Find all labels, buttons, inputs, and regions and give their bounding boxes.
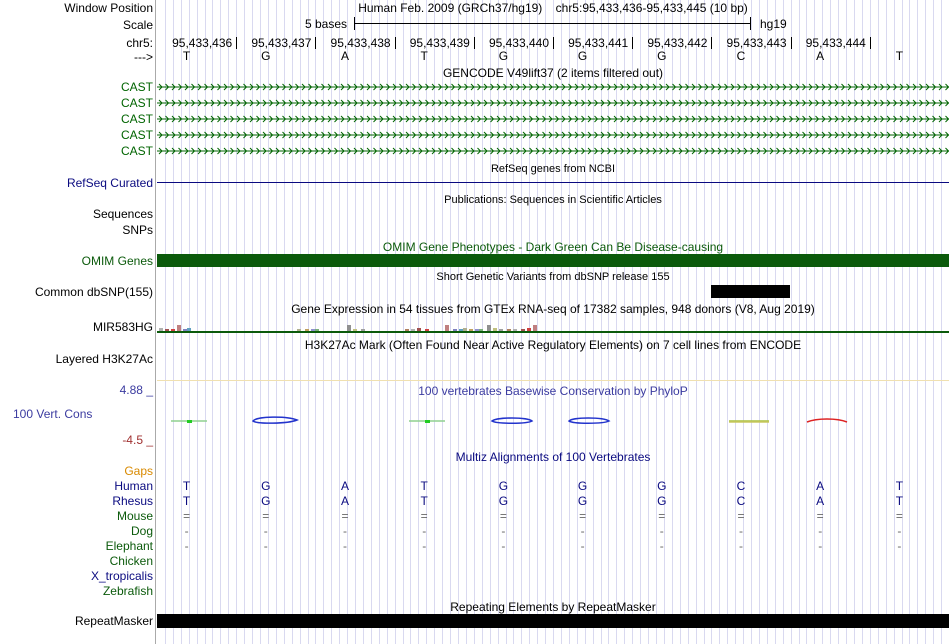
multiz-title: Multiz Alignments of 100 Vertebrates — [455, 450, 651, 464]
multiz-base: = — [183, 509, 191, 523]
phylop-min-label: -4.5 _ — [122, 433, 153, 447]
multiz-base: - — [501, 539, 506, 553]
base-letter: T — [420, 49, 428, 63]
grid-line — [228, 0, 229, 644]
omim-label[interactable]: OMIM Genes — [81, 254, 153, 268]
refseq-gene-line[interactable] — [157, 182, 949, 183]
grid-line — [886, 0, 887, 644]
gtex-label[interactable]: MIR583HG — [92, 320, 153, 334]
grid-line — [276, 0, 277, 644]
grid-line — [244, 0, 245, 644]
grid-line — [458, 0, 459, 644]
multiz-base: = — [895, 509, 903, 523]
grid-line — [830, 0, 831, 644]
grid-line — [696, 0, 697, 644]
grid-line — [624, 0, 625, 644]
multiz-base: - — [580, 524, 585, 538]
chrom-label: chr5: — [126, 36, 153, 50]
multiz-base: - — [184, 524, 189, 538]
grid-line — [711, 0, 712, 644]
position-label: 95,433,437 — [251, 36, 312, 50]
grid-line — [680, 0, 681, 644]
h3k27ac-label[interactable]: Layered H3K27Ac — [55, 352, 153, 366]
position-label: 95,433,436 — [172, 36, 233, 50]
grid-line — [545, 0, 546, 644]
multiz-base: T — [895, 494, 904, 508]
gencode-transcript-line[interactable] — [157, 146, 949, 156]
grid-line — [466, 0, 467, 644]
multiz-species-label[interactable]: Elephant — [105, 539, 153, 553]
grid-line — [648, 0, 649, 644]
grid-line — [727, 0, 728, 644]
grid-line — [212, 0, 213, 644]
multiz-base: G — [577, 479, 588, 493]
position-label: 95,433,440 — [488, 36, 549, 50]
multiz-base: A — [816, 494, 825, 508]
grid-line — [616, 0, 617, 644]
grid-line — [601, 0, 602, 644]
multiz-species-label[interactable]: Mouse — [116, 509, 153, 523]
gencode-transcript-label[interactable]: CAST — [120, 96, 153, 110]
multiz-base: = — [499, 509, 507, 523]
multiz-base: = — [262, 509, 270, 523]
grid-line — [537, 0, 538, 644]
multiz-base: = — [737, 509, 745, 523]
publications-snps-label[interactable]: SNPs — [122, 223, 153, 237]
omim-gene-bar[interactable] — [157, 254, 949, 267]
multiz-base: - — [818, 539, 823, 553]
strand-label: ---> — [134, 50, 153, 64]
multiz-base: - — [739, 524, 743, 538]
position-tick — [870, 37, 871, 49]
grid-line — [403, 0, 404, 644]
grid-line — [806, 0, 807, 644]
repeatmasker-block[interactable] — [157, 614, 949, 628]
position-label: 95,433,442 — [647, 36, 708, 50]
multiz-base: T — [420, 479, 428, 493]
grid-line — [783, 0, 784, 644]
multiz-base: - — [897, 539, 902, 553]
grid-line — [513, 0, 514, 644]
dbsnp-label[interactable]: Common dbSNP(155) — [34, 285, 153, 299]
position-label: 95,433,443 — [726, 36, 787, 50]
multiz-base: A — [816, 479, 825, 493]
grid-line — [387, 0, 388, 644]
grid-line — [909, 0, 910, 644]
multiz-base: = — [658, 509, 666, 523]
multiz-base: - — [580, 539, 585, 553]
grid-line — [941, 0, 942, 644]
multiz-base: = — [420, 509, 428, 523]
grid-line — [688, 0, 689, 644]
phylop-max-label: 4.88 _ — [119, 383, 153, 397]
grid-line — [917, 0, 918, 644]
multiz-base: T — [182, 479, 191, 493]
grid-line — [284, 0, 285, 644]
base-letter: T — [895, 49, 904, 63]
grid-line — [410, 0, 411, 644]
multiz-base: - — [739, 539, 743, 553]
grid-line — [640, 0, 641, 644]
grid-line — [870, 0, 871, 644]
multiz-base: G — [498, 479, 509, 493]
multiz-base: A — [340, 494, 349, 508]
grid-line — [553, 0, 554, 644]
gencode-transcript-line[interactable] — [157, 82, 949, 92]
position-label: 95,433,444 — [805, 36, 866, 50]
multiz-base: - — [343, 524, 347, 538]
multiz-species-label[interactable]: Chicken — [109, 554, 153, 568]
gencode-title: GENCODE V49lift37 (2 items filtered out) — [442, 66, 664, 80]
omim-title: OMIM Gene Phenotypes - Dark Green Can Be Disease-causing — [382, 240, 724, 254]
phylop-title: 100 vertebrates Basewise Conservation by PhyloP — [418, 384, 688, 398]
grid-line — [799, 0, 800, 644]
publications-title: Publications: Sequences in Scientific Articles — [444, 194, 662, 206]
multiz-base: G — [261, 494, 271, 508]
grid-line — [862, 0, 863, 644]
repeatmasker-title: Repeating Elements by RepeatMasker — [450, 600, 656, 614]
grid-line — [933, 0, 934, 644]
grid-line — [846, 0, 847, 644]
multiz-species-label[interactable]: X_tropicalis — [90, 569, 153, 583]
gtex-title: Gene Expression in 54 tissues from GTEx RNA-seq of 17382 samples, 948 donors (V8, Aug 2019) — [291, 302, 815, 316]
multiz-base: - — [897, 524, 902, 538]
base-letter: G — [498, 49, 509, 63]
multiz-gaps-label[interactable]: Gaps — [124, 464, 153, 478]
multiz-base: C — [736, 494, 746, 508]
grid-line — [925, 0, 926, 644]
grid-line — [482, 0, 483, 644]
grid-line — [197, 0, 198, 644]
grid-line — [220, 0, 221, 644]
gencode-transcript-line[interactable] — [157, 98, 949, 108]
position-label: 95,433,439 — [409, 36, 470, 50]
grid-line — [632, 0, 633, 644]
gencode-transcript-label[interactable]: CAST — [120, 128, 153, 142]
multiz-base: T — [895, 479, 904, 493]
grid-line — [300, 0, 301, 644]
multiz-species-label[interactable]: Zebrafish — [102, 584, 153, 598]
grid-line — [331, 0, 332, 644]
base-letter: A — [340, 49, 349, 63]
grid-line — [569, 0, 570, 644]
grid-line — [767, 0, 768, 644]
multiz-base: - — [422, 524, 427, 538]
multiz-base: T — [420, 494, 428, 508]
dbsnp-variant-block[interactable] — [711, 285, 790, 298]
base-letter: G — [261, 49, 271, 63]
gencode-transcript-line[interactable] — [157, 130, 949, 140]
grid-line — [395, 0, 396, 644]
h3k27ac-baseline — [157, 380, 949, 381]
grid-line — [323, 0, 324, 644]
multiz-base: = — [341, 509, 349, 523]
grid-line — [529, 0, 530, 644]
grid-line — [308, 0, 309, 644]
scale-label: Scale — [122, 18, 153, 32]
grid-line — [434, 0, 435, 644]
position-label: 95,433,441 — [568, 36, 629, 50]
grid-line — [292, 0, 293, 644]
grid-line — [442, 0, 443, 644]
grid-line — [173, 0, 174, 644]
grid-line — [521, 0, 522, 644]
grid-line — [252, 0, 253, 644]
window-position-text: Human Feb. 2009 (GRCh37/hg19) chr5:95,433,436-95,433,445 (10 bp) — [358, 1, 748, 15]
base-letter: T — [182, 49, 191, 63]
multiz-base: - — [818, 524, 823, 538]
gencode-transcript-label[interactable]: CAST — [120, 80, 153, 94]
grid-line — [379, 0, 380, 644]
multiz-base: = — [579, 509, 587, 523]
multiz-base: G — [657, 479, 667, 493]
h3k27ac-title: H3K27Ac Mark (Often Found Near Active Regulatory Elements) on 7 cell lines from ENCODE — [304, 338, 802, 352]
grid-line — [838, 0, 839, 644]
multiz-base: G — [261, 479, 271, 493]
multiz-base: - — [501, 524, 506, 538]
multiz-base: T — [182, 494, 191, 508]
grid-line — [236, 0, 237, 644]
grid-line — [878, 0, 879, 644]
refseq-title: RefSeq genes from NCBI — [490, 163, 616, 175]
multiz-species-label[interactable]: Rhesus — [112, 494, 153, 508]
scale-bar-left-end — [354, 17, 355, 30]
phylop-label[interactable]: 100 Vert. Cons — [13, 407, 93, 421]
multiz-base: - — [659, 524, 664, 538]
scale-bar — [355, 23, 751, 24]
scale-text: 5 bases — [305, 17, 348, 31]
grid-line — [672, 0, 673, 644]
refseq-label[interactable]: RefSeq Curated — [66, 176, 153, 190]
base-letter: G — [657, 49, 667, 63]
grid-line — [704, 0, 705, 644]
grid-line — [165, 0, 166, 644]
multiz-base: - — [343, 539, 347, 553]
multiz-species-label[interactable]: Dog — [130, 524, 153, 538]
grid-line — [315, 0, 316, 644]
position-label: 95,433,438 — [330, 36, 391, 50]
grid-line — [791, 0, 792, 644]
grid-line — [561, 0, 562, 644]
left-border — [155, 0, 156, 644]
base-letter: C — [736, 49, 746, 63]
publications-sequences-label[interactable]: Sequences — [92, 207, 153, 221]
multiz-base: G — [498, 494, 509, 508]
multiz-base: = — [816, 509, 824, 523]
multiz-base: - — [263, 539, 268, 553]
grid-line — [450, 0, 451, 644]
multiz-base: G — [577, 494, 588, 508]
gencode-transcript-label[interactable]: CAST — [120, 112, 153, 126]
gencode-transcript-label[interactable]: CAST — [120, 144, 153, 158]
base-letter: G — [577, 49, 588, 63]
multiz-species-label[interactable]: Human — [114, 479, 153, 493]
grid-line — [775, 0, 776, 644]
repeatmasker-label[interactable]: RepeatMasker — [74, 614, 153, 628]
window-position-label: Window Position — [64, 1, 153, 15]
grid-line — [371, 0, 372, 644]
multiz-base: G — [657, 494, 667, 508]
base-letter: A — [816, 49, 825, 63]
grid-line — [593, 0, 594, 644]
grid-line — [608, 0, 609, 644]
grid-line — [759, 0, 760, 644]
grid-line — [854, 0, 855, 644]
multiz-base: - — [659, 539, 664, 553]
grid-line — [363, 0, 364, 644]
gencode-transcript-line[interactable] — [157, 114, 949, 124]
grid-line — [205, 0, 206, 644]
grid-line — [490, 0, 491, 644]
multiz-base: - — [263, 524, 268, 538]
multiz-base: - — [422, 539, 427, 553]
scale-bar-right-end — [750, 17, 751, 30]
gtex-baseline — [157, 331, 949, 333]
grid-line — [474, 0, 475, 644]
grid-line — [751, 0, 752, 644]
phylop-signal[interactable] — [157, 412, 949, 430]
multiz-base: - — [184, 539, 189, 553]
dbsnp-title: Short Genetic Variants from dbSNP release 155 — [436, 271, 670, 283]
multiz-base: A — [340, 479, 349, 493]
grid-line — [719, 0, 720, 644]
scale-assembly: hg19 — [760, 17, 787, 31]
grid-line — [355, 0, 356, 644]
multiz-base: C — [736, 479, 746, 493]
